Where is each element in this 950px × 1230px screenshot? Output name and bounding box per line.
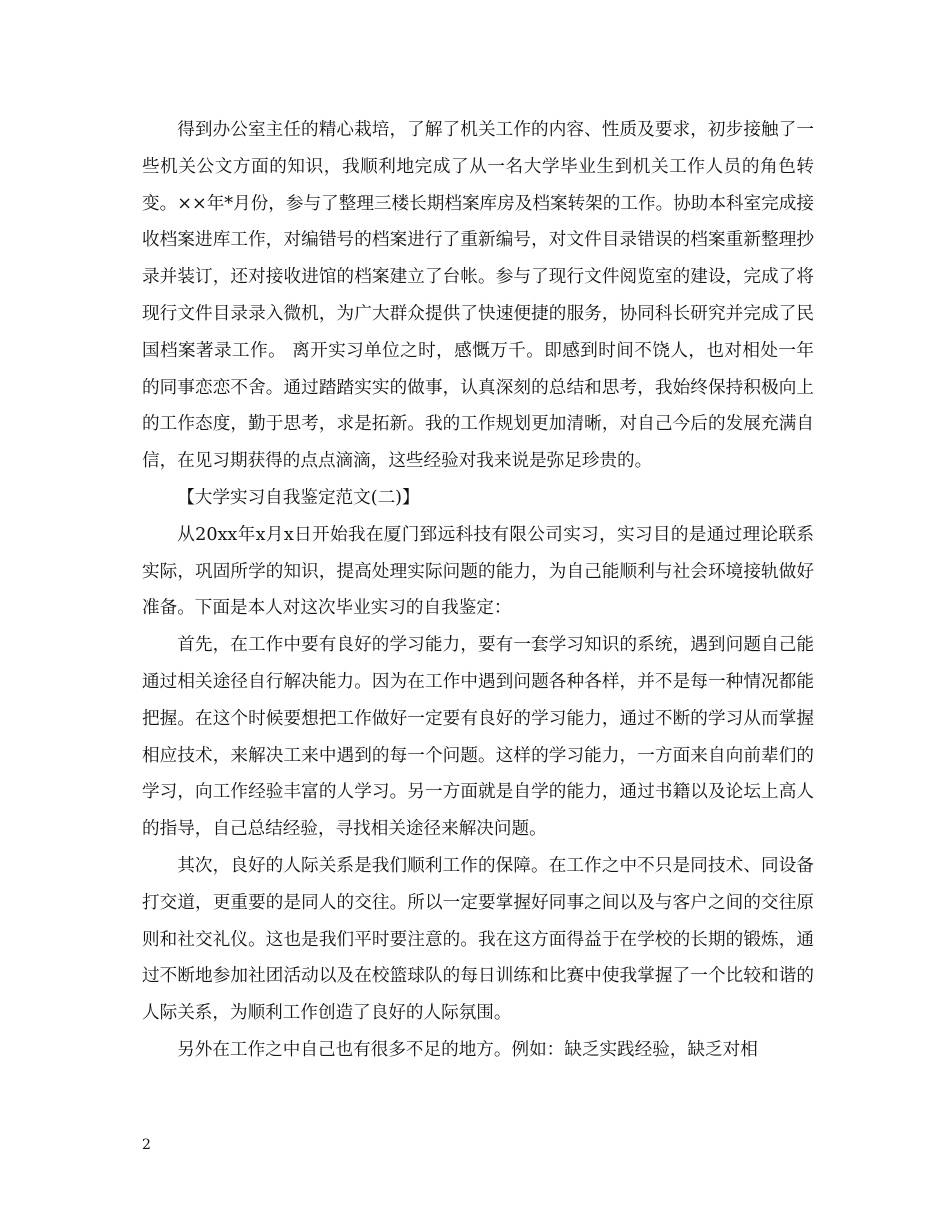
paragraph-internship-summary: 得到办公室主任的精心栽培，了解了机关工作的内容、性质及要求，初步接触了一些机关公文方面的知识，我顺利地完成了从一名大学毕业生到机关工作人员的角色转变。××年*月份，参与了整理三楼长期档案库房及档案转架的工作。协助本科室完成接收档案进库工作，对编错号的档案进行了重新编号，对文件目录错误的档案重新整理抄录并装订，还对接收进馆的档案建立了台帐。参与了现行文件阅览室的建设，完成了将现行文件目录录入微机，为广大群众提供了快速便捷的服务，协同科长研究并完成了民国档案著录工作。 离开实习单位之时，感慨万千。即感到时间不饶人，也对相处一年的同事恋恋不舍。通过踏踏实实的做事，认真深刻的总结和思考，我始终保持积极向上的工作态度，勤于思考，求是拓新。我的工作规划更加清晰，对自己今后的发展充满自信，在见习期获得的点点滴滴，这些经验对我来说是弥足珍贵的。 <box>142 120 814 472</box>
paragraph-internship-intro: 从20xx年x月x日开始我在厦门郅远科技有限公司实习，实习目的是通过理论联系实际，巩固所学的知识，提高处理实际问题的能力，为自己能顺利与社会环境接轨做好准备。下面是本人对这次毕业实习的自我鉴定： <box>142 524 814 619</box>
section-heading: 【大学实习自我鉴定范文(二)】 <box>177 487 420 508</box>
page-number: 2 <box>142 1137 151 1153</box>
paragraph-interpersonal-relations: 其次，良好的人际关系是我们顺利工作的保障。在工作之中不只是同技术、同设备打交道，更重要的是同人的交往。所以一定要掌握好同事之间以及与客户之间的交往原则和社交礼仪。这也是我们平时要注意的。我在这方面得益于在学校的长期的锻炼，通过不断地参加社团活动以及在校篮球队的每日训练和比赛中使我掌握了一个比较和谐的人际关系，为顺利工作创造了良好的人际氛围。 <box>142 855 814 1024</box>
document-body <box>142 112 814 1069</box>
paragraph-shortcomings: 另外在工作之中自己也有很多不足的地方。例如：缺乏实践经验，缺乏对相 <box>177 1039 758 1060</box>
paragraph-learning-ability: 首先，在工作中要有良好的学习能力，要有一套学习知识的系统，遇到问题自己能通过相关途径自行解决能力。因为在工作中遇到问题各种各样，并不是每一种情况都能把握。在这个时候要想把工作做好一定要有良好的学习能力，通过不断的学习从而掌握相应技术，来解决工来中遇到的每一个问题。这样的学习能力，一方面来自向前辈们的学习，向工作经验丰富的人学习。另一方面就是自学的能力，通过书籍以及论坛上高人的指导，自己总结经验，寻找相关途径来解决问题。 <box>142 635 814 840</box>
